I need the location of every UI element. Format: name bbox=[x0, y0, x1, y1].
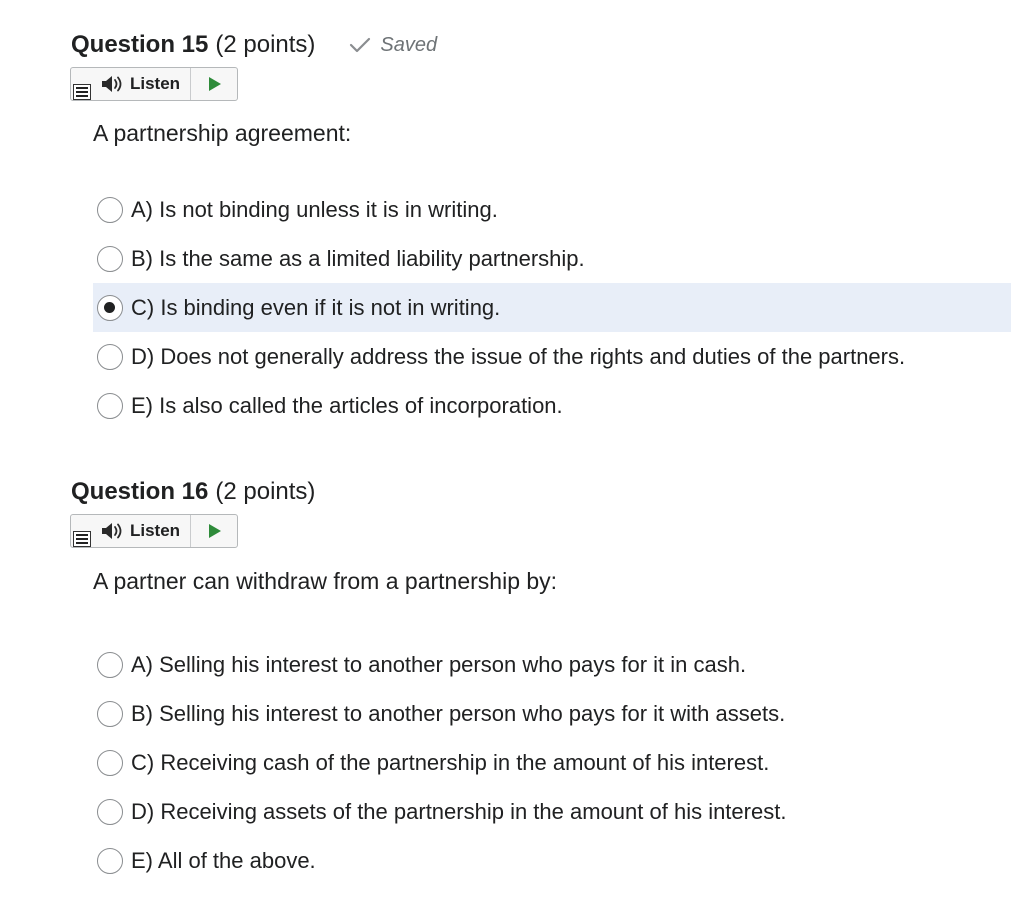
answer-option-b[interactable] bbox=[93, 689, 1011, 738]
radio-button[interactable] bbox=[97, 848, 123, 874]
radio-button[interactable] bbox=[97, 344, 123, 370]
question-header bbox=[71, 475, 315, 509]
question-prompt: A partner can withdraw from a partnership by: bbox=[93, 568, 558, 594]
radio-button[interactable] bbox=[97, 246, 123, 272]
menu-icon[interactable] bbox=[73, 531, 91, 547]
radio-button[interactable] bbox=[97, 393, 123, 419]
question-title: Question 15 bbox=[71, 31, 209, 58]
question-points: (2 points) bbox=[215, 31, 316, 58]
radio-button[interactable] bbox=[97, 701, 123, 727]
play-icon bbox=[207, 523, 223, 539]
option-label: E) Is also called the articles of incorporation. bbox=[131, 392, 563, 418]
saved-status bbox=[349, 34, 437, 57]
readspeaker-widget bbox=[70, 514, 238, 548]
listen-button[interactable] bbox=[99, 68, 191, 100]
listen-label: Listen bbox=[130, 74, 181, 93]
readspeaker-widget bbox=[70, 67, 238, 101]
answer-option-a[interactable] bbox=[93, 640, 1011, 689]
option-label: A) Selling his interest to another person who pays for it in cash. bbox=[131, 651, 747, 677]
radio-button-selected[interactable] bbox=[97, 295, 123, 321]
radio-button[interactable] bbox=[97, 652, 123, 678]
answer-options bbox=[93, 185, 1011, 430]
checkmark-icon bbox=[349, 36, 371, 54]
listen-label: Listen bbox=[130, 521, 181, 540]
answer-options bbox=[93, 640, 1011, 885]
radio-button[interactable] bbox=[97, 197, 123, 223]
answer-option-c[interactable] bbox=[93, 738, 1011, 787]
radio-button[interactable] bbox=[97, 799, 123, 825]
option-label: C) Is binding even if it is not in writing. bbox=[131, 294, 501, 320]
play-button[interactable] bbox=[192, 68, 237, 100]
menu-icon[interactable] bbox=[73, 84, 91, 100]
option-label: D) Does not generally address the issue of the rights and duties of the partners. bbox=[131, 343, 906, 369]
option-label: E) All of the above. bbox=[131, 847, 316, 873]
radio-button[interactable] bbox=[97, 750, 123, 776]
answer-option-d[interactable] bbox=[93, 332, 1011, 381]
answer-option-a[interactable] bbox=[93, 185, 1011, 234]
answer-option-b[interactable] bbox=[93, 234, 1011, 283]
option-label: C) Receiving cash of the partnership in the amount of his interest. bbox=[131, 749, 770, 775]
option-label: A) Is not binding unless it is in writing. bbox=[131, 196, 498, 222]
speaker-icon bbox=[99, 521, 125, 541]
answer-option-d[interactable] bbox=[93, 787, 1011, 836]
answer-option-e[interactable] bbox=[93, 381, 1011, 430]
saved-label: Saved bbox=[380, 33, 438, 56]
play-icon bbox=[207, 76, 223, 92]
option-label: B) Selling his interest to another person who pays for it with assets. bbox=[131, 700, 786, 726]
option-label: B) Is the same as a limited liability partnership. bbox=[131, 245, 585, 271]
question-prompt: A partnership agreement: bbox=[93, 120, 352, 146]
speaker-icon bbox=[99, 74, 125, 94]
answer-option-c[interactable] bbox=[93, 283, 1011, 332]
option-label: D) Receiving assets of the partnership in the amount of his interest. bbox=[131, 798, 787, 824]
question-title: Question 16 bbox=[71, 478, 209, 505]
play-button[interactable] bbox=[192, 515, 237, 547]
listen-button[interactable] bbox=[99, 515, 191, 547]
question-header bbox=[71, 28, 437, 62]
answer-option-e[interactable] bbox=[93, 836, 1011, 885]
question-points: (2 points) bbox=[215, 478, 316, 505]
